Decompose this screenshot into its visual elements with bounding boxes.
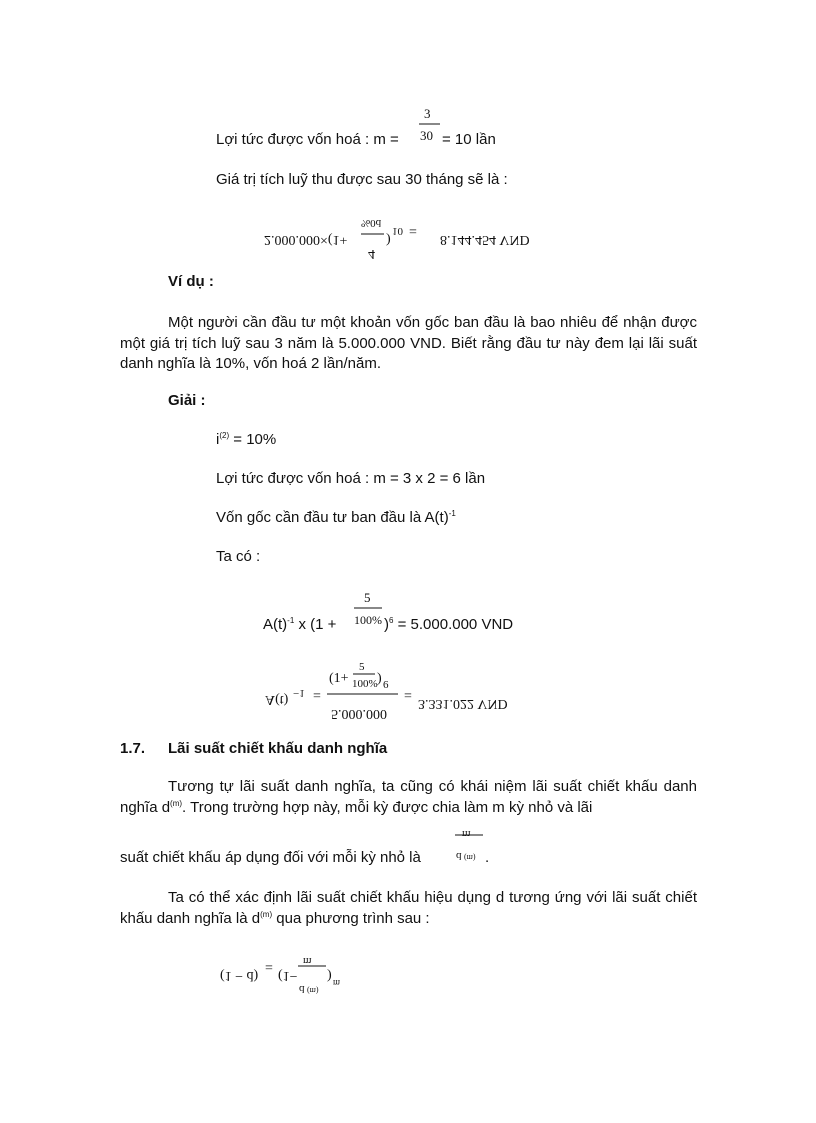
svg-text:8.144.454 VND: 8.144.454 VND (440, 232, 530, 247)
capitalization-line-2: Lợi tức được vốn hoá : m = 3 x 2 = 6 lần (216, 470, 486, 487)
svg-text:%0d: %0d (361, 217, 382, 229)
svg-text:100%: 100% (352, 678, 378, 690)
svg-text:=: = (409, 225, 417, 240)
discount-per-period-line: suất chiết khấu áp dụng đối với mỗi kỳ nhỏ là (120, 849, 421, 866)
fraction-3-over-30 (418, 104, 442, 150)
svg-text:10: 10 (392, 225, 403, 237)
accumulated-value-equation (262, 206, 532, 260)
svg-text:3.331.022 VND: 3.331.022 VND (418, 696, 508, 711)
svg-text:): ) (377, 671, 382, 686)
taco-line: Ta có : (216, 548, 261, 565)
svg-text:6: 6 (383, 679, 389, 691)
svg-text:(1−: (1− (278, 968, 298, 983)
svg-text:(1 − d): (1 − d) (220, 968, 259, 983)
discount-equation (218, 944, 358, 996)
nominal-rate-line: $i^{(2)} = 10\%$ (216, 431, 277, 448)
svg-text:=: = (404, 689, 412, 704)
capitalization-line-1: Lợi tức được vốn hoá : m = (216, 131, 399, 148)
svg-text:m: m (303, 955, 312, 967)
svg-text:=: = (265, 961, 273, 976)
svg-text:5: 5 (359, 661, 365, 673)
svg-text:(m): (m) (307, 986, 319, 995)
capital-superscript: -1 (448, 509, 456, 518)
nominal-rate-superscript: (2) (219, 431, 230, 440)
svg-text:(m): (m) (464, 853, 476, 862)
svg-text:m: m (462, 828, 471, 840)
initial-capital-line: Vốn gốc cần đầu tư ban đầu là $A(t)^{-1}$ (216, 509, 456, 526)
svg-text:−1: −1 (293, 687, 305, 699)
svg-text:5.000.000: 5.000.000 (331, 706, 387, 721)
section-number: 1.7. (120, 740, 146, 757)
svg-text:(1+: (1+ (329, 671, 349, 686)
svg-text:m: m (333, 978, 341, 988)
svg-text:100%: 100% (354, 613, 382, 627)
nominal-discount-paragraph: Tương tự lãi suất danh nghĩa, ta cũng có khái niệm lãi suất chiết khấu danh nghĩa $d^{(m)}$. Trong trường hợp này, mỗi kỳ được chia làm m kỳ nhỏ và lãi (120, 778, 697, 816)
section-title: Lãi suất chiết khấu danh nghĩa (168, 740, 388, 757)
svg-text:3: 3 (424, 106, 431, 121)
capital-equation-right: )$^6$ = 5.000.000 VND (384, 616, 514, 633)
svg-text:4: 4 (368, 246, 375, 261)
svg-text:): ) (327, 968, 332, 983)
svg-text:A(t): A(t) (265, 692, 289, 707)
capital-equation-left: $A(t)^{-1}$ x (1 + (263, 616, 337, 633)
example-heading: Ví dụ : (168, 273, 214, 290)
svg-text:=: = (313, 689, 321, 704)
solution-heading: Giải : (168, 392, 206, 409)
discount-per-period-dot: . (485, 849, 490, 866)
svg-text:): ) (386, 232, 391, 247)
effective-discount-paragraph: Ta có thể xác định lãi suất chiết khấu hiệu dụng d tương ứng với lãi suất chiết khấu danh nghĩa là $d^{(m)}$ qua phương trình sau : (120, 889, 697, 927)
svg-text:30: 30 (420, 128, 433, 143)
svg-text:5: 5 (364, 590, 371, 605)
svg-text:2.000.000×(1+: 2.000.000×(1+ (264, 232, 348, 247)
example-paragraph: Một người cần đầu tư một khoản vốn gốc ban đầu là bao nhiêu để nhận được một giá trị tích luỹ sau 3 năm là 5.000.000 VND. Biết rằng đầu tư này đem lại lãi suất danh nghĩa là 10%, vốn hoá 2 lần/năm. (120, 314, 697, 372)
accumulated-value-line: Giá trị tích luỹ thu được sau 30 tháng sẽ là : (216, 171, 508, 188)
svg-text:d: d (456, 850, 462, 862)
fraction-5-over-100 (352, 586, 386, 636)
fraction-m-over-d (453, 817, 485, 865)
capitalization-result: = 10 lần (442, 131, 496, 148)
svg-text:d: d (299, 983, 305, 995)
capital-solution-equation (263, 652, 528, 724)
